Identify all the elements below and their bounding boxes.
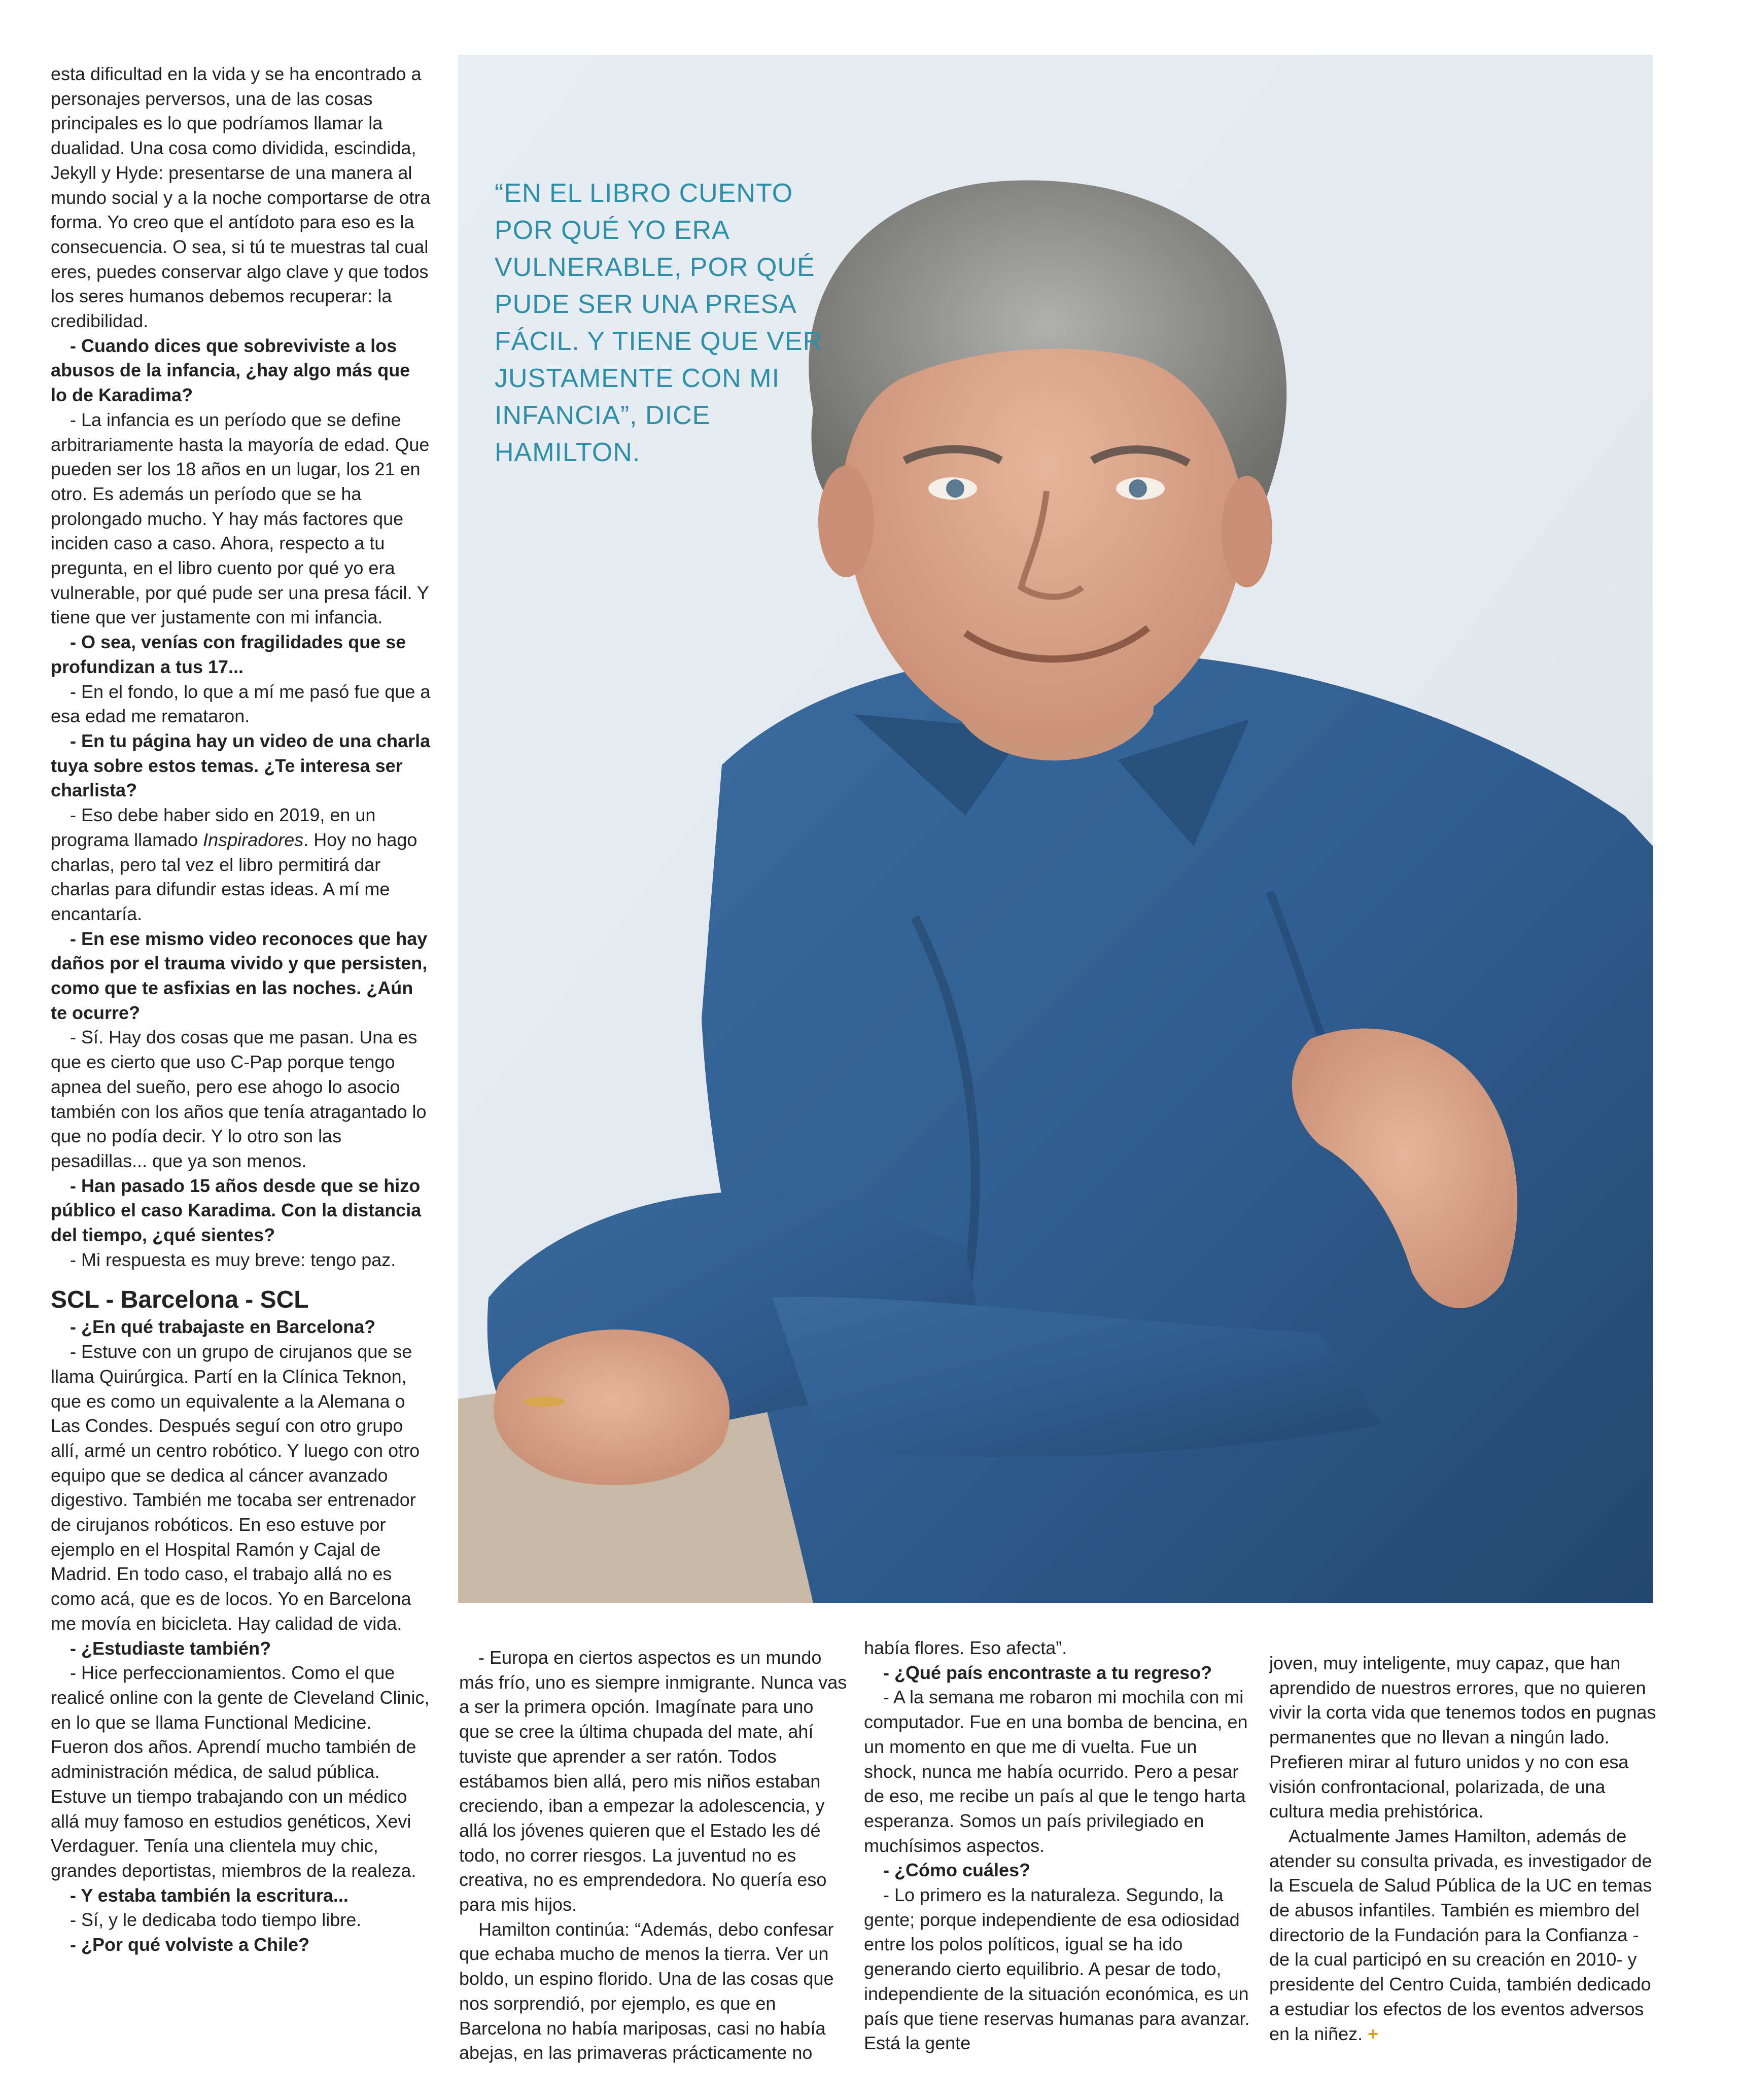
article-column-4: [1269, 1651, 1657, 2046]
question-trauma: - En ese mismo video reconoces que hay daños por el trauma vivido y que persisten, como que te asfixias en las noches. ¿Aún te ocurre?: [51, 928, 428, 1023]
answer-infancia: - La infancia es un período que se define arbitrariamente hasta la mayoría de edad. Que pueden ser los 18 años en un lugar, los 21 en otro. Es además un período que se ha prolongado mucho. Y hay más factores que inciden caso a caso. Ahora, respecto a tu pregunta, en el libro cuento por qué yo era vulnerable, por qué pude ser una presa fácil. Y tiene que ver justamente con mi infancia.: [51, 409, 430, 628]
paragraph-intro: esta dificultad en la vida y se ha encontrado a personajes perversos, una de las cosas principales es lo que podríamos llamar la dualidad. Una cosa como dividida, escindida, Jekyll y Hyde: presentarse de una manera al mundo social y a la noche comportarse de otra forma. Yo creo que el antídoto para eso es la consecuencia. O sea, si tú te muestras tal cual eres, puedes conservar algo clave y que todos los seres humanos debemos recuperar: la credibilidad.: [51, 63, 431, 332]
closing-text: Actualmente James Hamilton, además de atender su consulta privada, es investigador de la Escuela de Salud Pública de la UC en temas de abusos infantiles. También es miembro del directorio de la Fundación para la Confianza -de la cual participó en su creación en 2010- y presidente del Centro Cuida, también dedicado a estudiar los efectos de los eventos adversos en la niñez.: [1269, 1825, 1652, 2044]
question-charlista: - En tu página hay un video de una charla tuya sobre estos temas. ¿Te interesa ser charlista?: [51, 730, 431, 801]
answer-escritura: - Sí, y le dedicaba todo tiempo libre.: [70, 1909, 362, 1931]
question-chile: - ¿Por qué volviste a Chile?: [70, 1934, 310, 1955]
question-regreso: - ¿Qué país encontraste a tu regreso?: [883, 1662, 1212, 1683]
article-column-3: [864, 1636, 1252, 2056]
answer-regreso: - A la semana me robaron mi mochila con mi computador. Fue en una bomba de bencina, en un momento en que me di vuelta. Fue un shock, nunca me había ocurrido. Pero a pesar de eso, me recibe un país al que le tengo harta esperanza. Somos un país privilegiado en muchísimos aspectos.: [864, 1687, 1248, 1856]
question-barcelona: - ¿En qué trabajaste en Barcelona?: [70, 1316, 376, 1338]
paragraph-flores: había flores. Eso afecta”.: [864, 1637, 1067, 1658]
article-left-column: [51, 62, 431, 1957]
question-cuales: - ¿Cómo cuáles?: [883, 1860, 1031, 1881]
question-estudios: - ¿Estudiaste también?: [70, 1637, 271, 1659]
answer-cuales: - Lo primero es la naturaleza. Segundo, la gente; porque independiente de esa odiosidad entre los polos políticos, igual se ha ido generando cierto equilibrio. A pesar de todo, independiente de la situación económica, es un país que tiene reservas humanas para avanzar. Está la gente: [864, 1884, 1250, 2054]
question-karadima: - Cuando dices que sobreviviste a los abusos de la infancia, ¿hay algo más que lo de Karadima?: [51, 335, 410, 406]
answer-estudios: - Hice perfeccionamientos. Como el que realicé online con la gente de Cleveland Clinic, en lo que se llama Functional Medicine. Fueron dos años. Aprendí mucho también de administración médica, de salud pública. Estuve un tiempo trabajando con un médico allá muy famoso en estudios genéticos, Xevi Verdaguer. Tenía una clientela muy chic, grandes deportistas, miembros de la realeza.: [51, 1662, 430, 1881]
pull-quote: “EN EL LIBRO CUENTO POR QUÉ YO ERA VULNERABLE, POR QUÉ PUDE SER UNA PRESA FÁCIL. Y TIENE QUE VER JUSTAMENTE CON MI INFANCIA”, DICE HAMILTON.: [495, 179, 823, 467]
section-subhead: SCL - Barcelona - SCL: [51, 1286, 309, 1314]
paragraph-hamilton-continua: Hamilton continúa: “Además, debo confesar que echaba mucho de menos la tierra. Ver un boldo, un espino florido. Una de las cosas que nos sorprendió, por ejemplo, es que en Barcelona no había mariposas, casi no había abejas, en las primaveras prácticamente no: [459, 1918, 834, 2063]
answer-chile: - Europa en ciertos aspectos es un mundo más frío, uno es siempre inmigrante. Nunca vas a ser la primera opción. Imagínate para uno que se cree la última chupada del mate, ahí tuviste que aprender a ser ratón. Todos estábamos bien allá, pero mis niños estaban creciendo, iban a empezar la adolescencia, y allá los jóvenes quieren que el Estado les dé todo, no correr riesgos. La juventud no es creativa, no es emprendedora. No quería eso para mis hijos.: [459, 1647, 847, 1915]
answer-charlas-pre: - Eso debe haber sido en 2019, en un programa llamado: [51, 804, 376, 850]
paragraph-closing: [1269, 1824, 1657, 2046]
question-paz: - Han pasado 15 años desde que se hizo público el caso Karadima. Con la distancia del tiempo, ¿qué sientes?: [51, 1175, 422, 1246]
answer-remataron: - En el fondo, lo que a mí me pasó fue que a esa edad me remataron.: [51, 681, 431, 727]
answer-barcelona: - Estuve con un grupo de cirujanos que se llama Quirúrgica. Partí en la Clínica Teknon, que es como un equivalente a la Alemana o Las Condes. Después seguí con otro grupo allí, armé un centro robótico. Y luego con otro equipo que se dedica al cáncer avanzado digestivo. También me tocaba ser entrenador de cirujanos robóticos. En eso estuve por ejemplo en el Hospital Ramón y Cajal de Madrid. En todo caso, el trabajo allá no es como acá, que es de locos. Yo en Barcelona me movía en bicicleta. Hay calidad de vida.: [51, 1341, 420, 1634]
answer-trauma: - Sí. Hay dos cosas que me pasan. Una es que es cierto que uso C-Pap porque tengo apnea del sueño, pero ese ahogo lo asocio también con los años que tenía atragantado lo que no podía decir. Y lo otro son las pesadillas... que ya son menos.: [51, 1027, 427, 1171]
article-column-2: [459, 1646, 847, 2066]
answer-paz: - Mi respuesta es muy breve: tengo paz.: [70, 1249, 396, 1270]
answer-charlas: [51, 803, 431, 927]
question-fragilidades: - O sea, venías con fragilidades que se profundizan a tus 17...: [51, 632, 406, 677]
answer-charlas-post: . Hoy no hago charlas, pero tal vez el libro permitirá dar charlas para difundir estas ideas. A mí me encantaría.: [51, 829, 417, 924]
paragraph-gente-joven: joven, muy inteligente, muy capaz, que han aprendido de nuestros errores, que no quieren vivir la corta vida que tenemos todos en pugnas permanentes que no llevan a ningún lado. Prefieren mirar al futuro unidos y no con esa visión confrontacional, polarizada, de una cultura media prehistórica.: [1269, 1653, 1656, 1822]
plus-end-mark-icon: +: [1368, 2023, 1379, 2044]
question-escritura: - Y estaba también la escritura...: [70, 1884, 349, 1906]
program-name: Inspiradores: [203, 829, 304, 850]
